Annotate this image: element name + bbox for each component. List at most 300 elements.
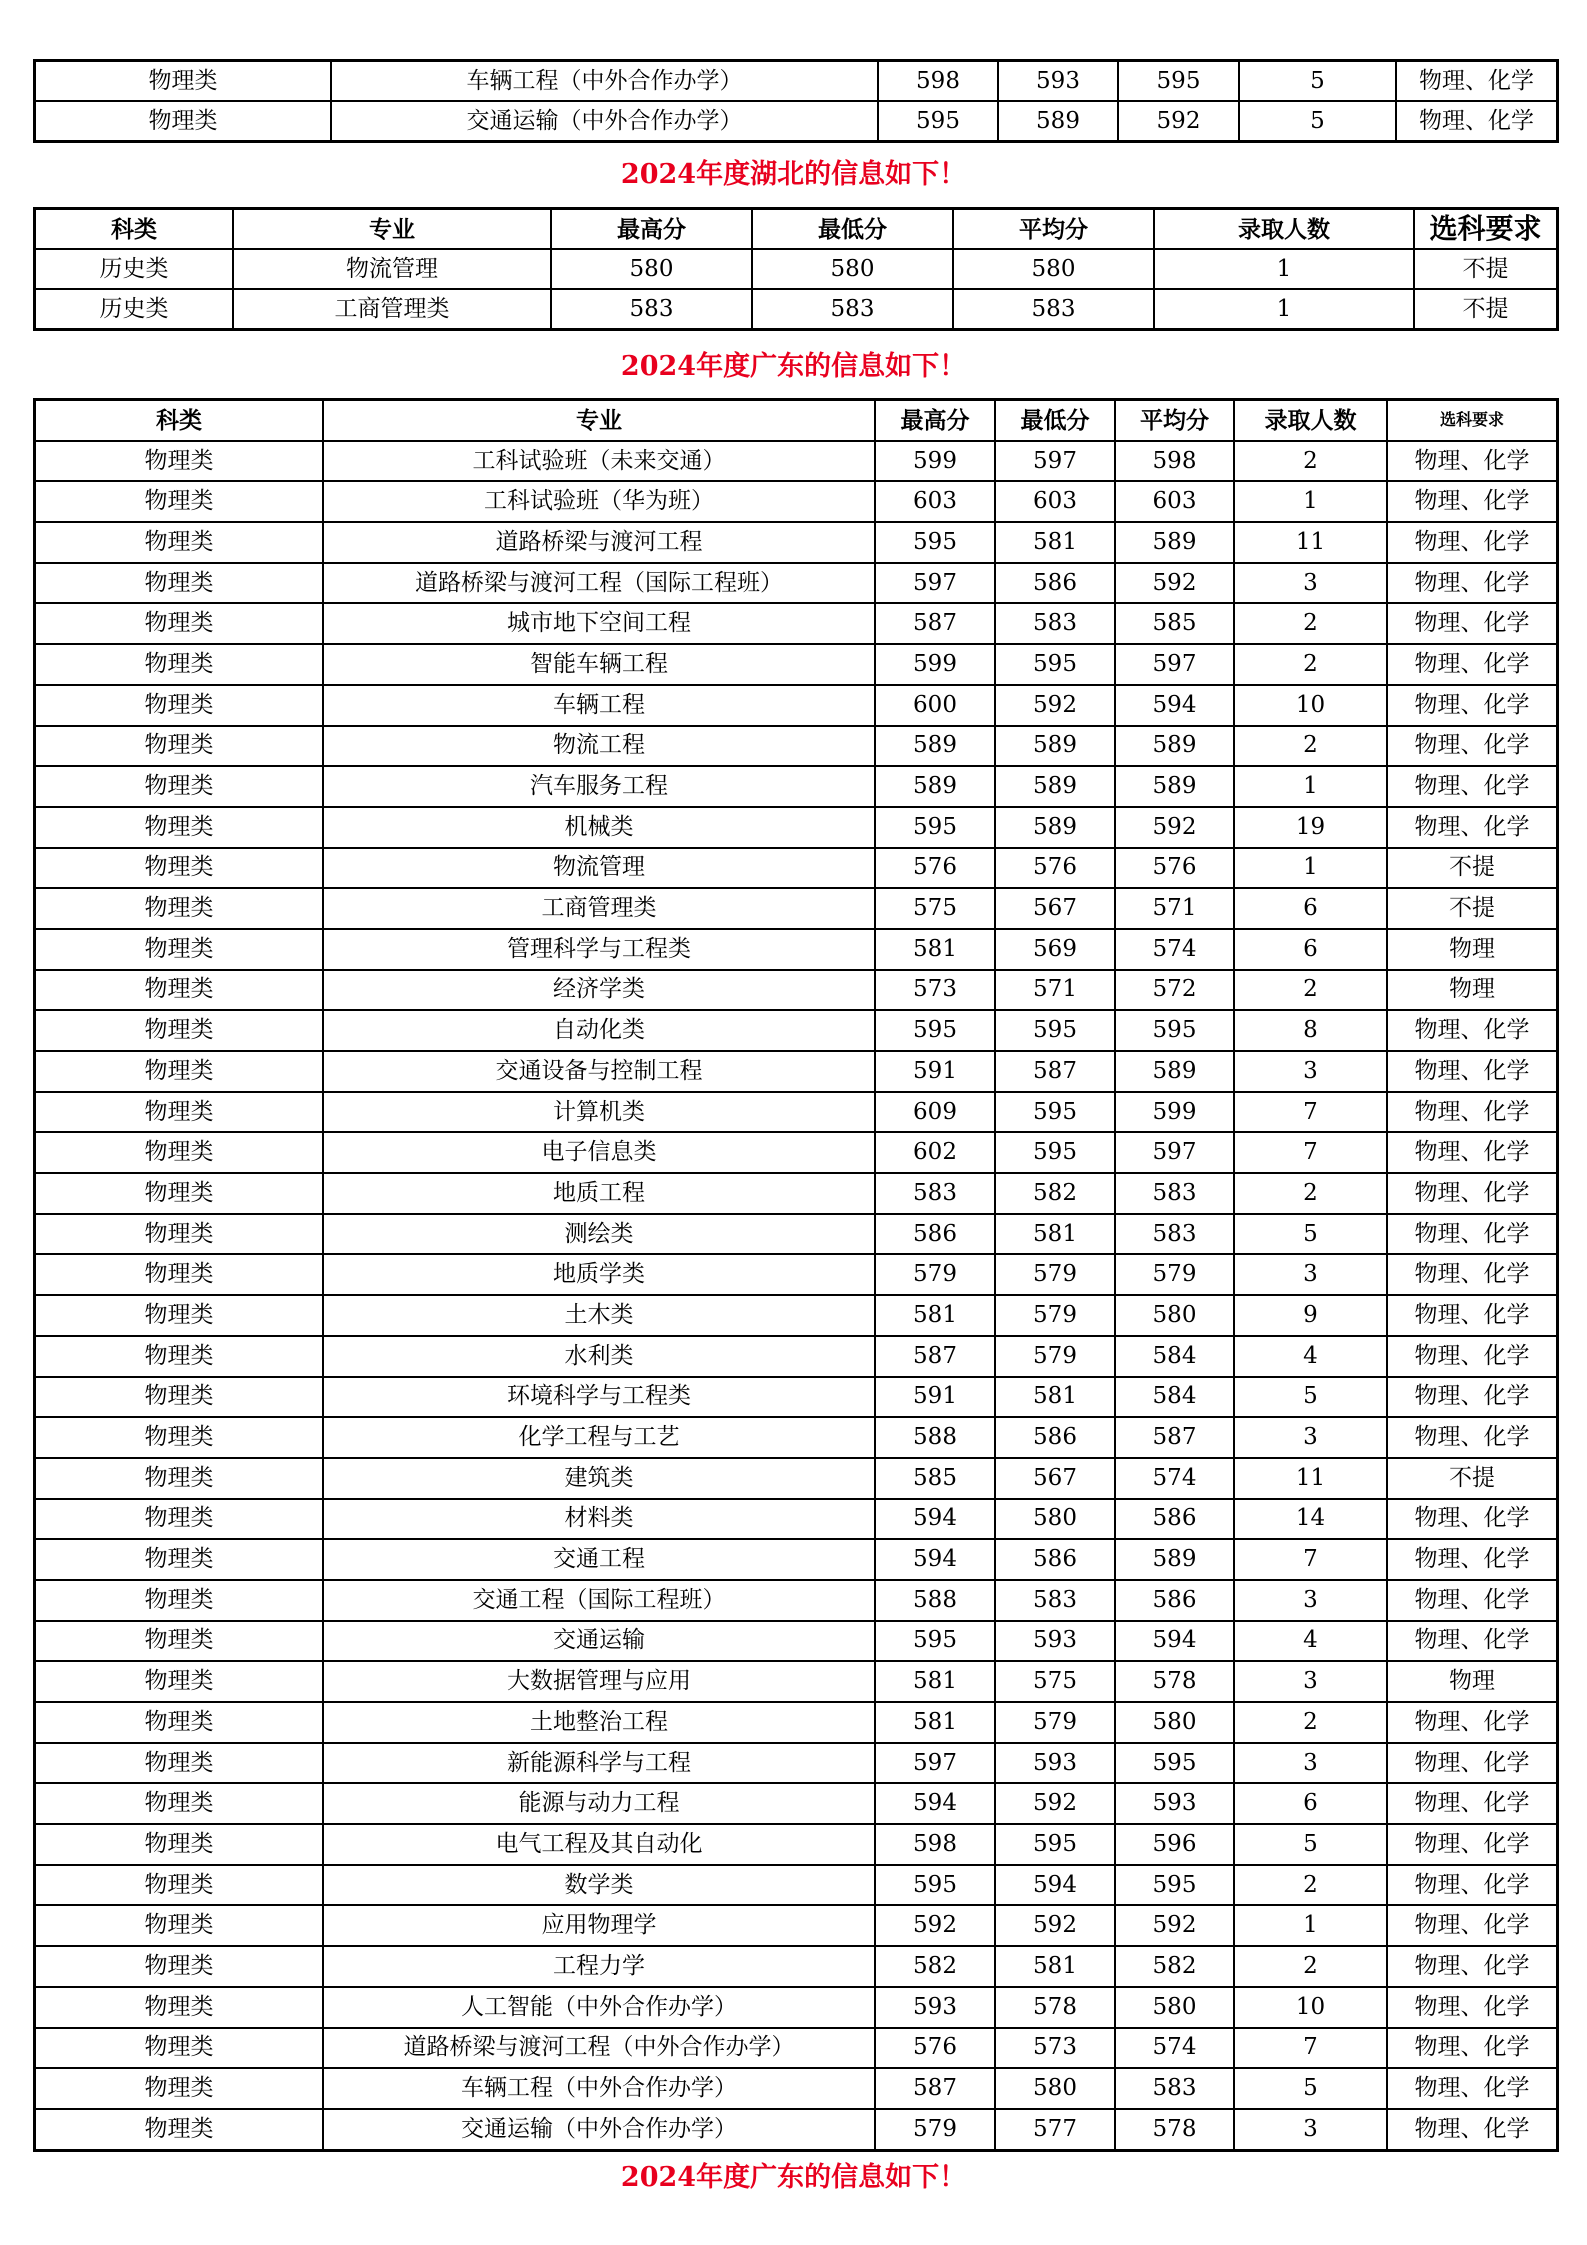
header-avg-score: 平均分	[953, 209, 1154, 249]
cell-max-score: 595	[875, 1010, 995, 1051]
cell-major: 数学类	[323, 1865, 875, 1906]
cell-major: 道路桥梁与渡河工程（国际工程班）	[323, 563, 875, 604]
cell-max-score: 580	[551, 249, 752, 289]
cell-admitted-count: 10	[1234, 1987, 1387, 2028]
cell-major: 水利类	[323, 1336, 875, 1377]
cell-avg-score: 597	[1115, 644, 1234, 685]
cell-admitted-count: 2	[1234, 644, 1387, 685]
table-row	[35, 1336, 1557, 1377]
header-subject-type: 科类	[35, 209, 233, 249]
cell-avg-score: 589	[1115, 1051, 1234, 1092]
header-major: 专业	[233, 209, 551, 249]
cell-min-score: 567	[995, 1458, 1115, 1499]
cell-avg-score: 576	[1115, 848, 1234, 889]
header-admitted-count: 录取人数	[1154, 209, 1414, 249]
cell-major: 经济学类	[323, 970, 875, 1011]
cell-subject-requirement: 不提	[1387, 888, 1557, 929]
cell-min-score: 579	[995, 1254, 1115, 1295]
cell-avg-score: 597	[1115, 1132, 1234, 1173]
cell-admitted-count: 3	[1234, 1254, 1387, 1295]
cell-subject-type: 物理类	[35, 1865, 323, 1906]
cell-max-score: 600	[875, 685, 995, 726]
cell-admitted-count: 5	[1239, 61, 1396, 101]
cell-subject-requirement: 物理、化学	[1387, 1783, 1557, 1824]
footer-section-title: 2024年度广东的信息如下！	[620, 2162, 967, 2193]
table-row	[35, 1661, 1557, 1702]
cell-subject-type: 物理类	[35, 1905, 323, 1946]
cell-subject-requirement: 物理、化学	[1387, 1743, 1557, 1784]
cell-min-score: 581	[995, 522, 1115, 563]
cell-avg-score: 592	[1115, 807, 1234, 848]
cell-subject-requirement: 不提	[1387, 1458, 1557, 1499]
cell-subject-requirement: 物理、化学	[1387, 1377, 1557, 1418]
cell-major: 化学工程与工艺	[323, 1417, 875, 1458]
cell-subject-type: 物理类	[35, 807, 323, 848]
cell-subject-type: 物理类	[35, 1499, 323, 1540]
cell-avg-score: 583	[1115, 1214, 1234, 1255]
cell-avg-score: 583	[1115, 1173, 1234, 1214]
table-row	[35, 1580, 1557, 1621]
cell-major: 交通工程	[323, 1539, 875, 1580]
cell-subject-requirement: 不提	[1387, 848, 1557, 889]
cell-major: 大数据管理与应用	[323, 1661, 875, 1702]
cell-max-score: 588	[875, 1580, 995, 1621]
cell-subject-requirement: 物理、化学	[1387, 1417, 1557, 1458]
cell-max-score: 589	[875, 726, 995, 767]
cell-subject-requirement: 物理、化学	[1387, 2028, 1557, 2069]
cell-admitted-count: 4	[1234, 1621, 1387, 1662]
cell-major: 工科试验班（华为班）	[323, 481, 875, 522]
cell-subject-type: 物理类	[35, 644, 323, 685]
cell-max-score: 595	[878, 101, 998, 141]
table-row	[35, 1173, 1557, 1214]
cell-avg-score: 595	[1118, 61, 1239, 101]
cell-subject-type: 物理类	[35, 848, 323, 889]
cell-min-score: 593	[995, 1621, 1115, 1662]
cell-subject-type: 历史类	[35, 289, 233, 329]
cell-major: 地质工程	[323, 1173, 875, 1214]
cell-major: 汽车服务工程	[323, 766, 875, 807]
cell-subject-requirement: 物理、化学	[1396, 101, 1557, 141]
cell-max-score: 603	[875, 481, 995, 522]
cell-subject-requirement: 物理、化学	[1387, 807, 1557, 848]
cell-min-score: 580	[752, 249, 953, 289]
cell-min-score: 578	[995, 1987, 1115, 2028]
cell-major: 交通运输	[323, 1621, 875, 1662]
cell-min-score: 589	[998, 101, 1118, 141]
cell-admitted-count: 1	[1234, 481, 1387, 522]
cell-subject-requirement: 物理、化学	[1387, 1173, 1557, 1214]
cell-avg-score: 595	[1115, 1010, 1234, 1051]
cell-subject-requirement: 物理、化学	[1387, 1132, 1557, 1173]
cell-max-score: 593	[875, 1987, 995, 2028]
cell-admitted-count: 2	[1234, 970, 1387, 1011]
cell-min-score: 589	[995, 766, 1115, 807]
header-subject-requirement: 选科要求	[1414, 209, 1557, 249]
cell-admitted-count: 7	[1234, 1092, 1387, 1133]
table-row	[35, 1905, 1557, 1946]
cell-max-score: 598	[875, 1824, 995, 1865]
cell-subject-type: 物理类	[35, 61, 331, 101]
table-row	[35, 61, 1557, 101]
cell-major: 物流管理	[233, 249, 551, 289]
cell-min-score: 579	[995, 1702, 1115, 1743]
cell-major: 应用物理学	[323, 1905, 875, 1946]
cell-major: 工程力学	[323, 1946, 875, 1987]
cell-subject-type: 物理类	[35, 1295, 323, 1336]
cell-admitted-count: 6	[1234, 1783, 1387, 1824]
continued-table-body	[35, 61, 1557, 141]
cell-avg-score: 592	[1115, 1905, 1234, 1946]
cell-major: 工科试验班（未来交通）	[323, 441, 875, 482]
cell-major: 车辆工程（中外合作办学）	[323, 2068, 875, 2109]
cell-subject-type: 物理类	[35, 1743, 323, 1784]
cell-admitted-count: 3	[1234, 1580, 1387, 1621]
cell-admitted-count: 2	[1234, 1946, 1387, 1987]
cell-major: 交通工程（国际工程班）	[323, 1580, 875, 1621]
cell-max-score: 592	[875, 1905, 995, 1946]
cell-max-score: 576	[875, 848, 995, 889]
cell-max-score: 573	[875, 970, 995, 1011]
table-row	[35, 1702, 1557, 1743]
cell-admitted-count: 7	[1234, 1132, 1387, 1173]
cell-avg-score: 574	[1115, 1458, 1234, 1499]
cell-avg-score: 582	[1115, 1946, 1234, 1987]
cell-subject-type: 物理类	[35, 2028, 323, 2069]
cell-min-score: 586	[995, 1417, 1115, 1458]
guangdong-header-row	[35, 400, 1557, 441]
cell-subject-type: 物理类	[35, 481, 323, 522]
cell-max-score: 599	[875, 441, 995, 482]
table-row	[35, 481, 1557, 522]
cell-subject-type: 物理类	[35, 726, 323, 767]
cell-avg-score: 592	[1115, 563, 1234, 604]
cell-avg-score: 589	[1115, 766, 1234, 807]
cell-min-score: 583	[995, 603, 1115, 644]
cell-min-score: 569	[995, 929, 1115, 970]
cell-max-score: 576	[875, 2028, 995, 2069]
cell-major: 交通设备与控制工程	[323, 1051, 875, 1092]
cell-min-score: 581	[995, 1214, 1115, 1255]
table-row	[35, 1377, 1557, 1418]
cell-max-score: 591	[875, 1377, 995, 1418]
cell-min-score: 586	[995, 563, 1115, 604]
cell-min-score: 571	[995, 970, 1115, 1011]
cell-major: 工商管理类	[323, 888, 875, 929]
table-row	[35, 2109, 1557, 2150]
cell-subject-type: 物理类	[35, 1254, 323, 1295]
cell-admitted-count: 7	[1234, 2028, 1387, 2069]
cell-min-score: 576	[995, 848, 1115, 889]
header-max-score: 最高分	[551, 209, 752, 249]
cell-admitted-count: 1	[1234, 766, 1387, 807]
cell-avg-score: 599	[1115, 1092, 1234, 1133]
table-row	[35, 563, 1557, 604]
cell-max-score: 575	[875, 888, 995, 929]
header-major: 专业	[323, 400, 875, 441]
cell-avg-score: 584	[1115, 1377, 1234, 1418]
cell-admitted-count: 10	[1234, 685, 1387, 726]
cell-subject-type: 物理类	[35, 603, 323, 644]
cell-min-score: 603	[995, 481, 1115, 522]
cell-admitted-count: 6	[1234, 888, 1387, 929]
cell-min-score: 581	[995, 1946, 1115, 1987]
cell-subject-type: 物理类	[35, 1824, 323, 1865]
cell-major: 电气工程及其自动化	[323, 1824, 875, 1865]
table-row	[35, 1865, 1557, 1906]
cell-admitted-count: 5	[1234, 1214, 1387, 1255]
cell-max-score: 597	[875, 1743, 995, 1784]
cell-min-score: 597	[995, 441, 1115, 482]
cell-subject-requirement: 物理、化学	[1387, 1702, 1557, 1743]
cell-max-score: 581	[875, 1661, 995, 1702]
cell-subject-requirement: 不提	[1414, 249, 1557, 289]
table-row	[35, 1295, 1557, 1336]
cell-major: 人工智能（中外合作办学）	[323, 1987, 875, 2028]
table-row	[35, 603, 1557, 644]
cell-admitted-count: 1	[1154, 289, 1414, 329]
cell-admitted-count: 1	[1154, 249, 1414, 289]
table-row	[35, 766, 1557, 807]
cell-admitted-count: 11	[1234, 1458, 1387, 1499]
cell-subject-type: 物理类	[35, 1458, 323, 1499]
cell-admitted-count: 6	[1234, 929, 1387, 970]
cell-avg-score: 589	[1115, 726, 1234, 767]
cell-admitted-count: 1	[1234, 848, 1387, 889]
table-row	[35, 441, 1557, 482]
cell-major: 电子信息类	[323, 1132, 875, 1173]
cell-subject-requirement: 物理、化学	[1387, 1580, 1557, 1621]
cell-subject-requirement: 物理、化学	[1387, 1824, 1557, 1865]
cell-subject-requirement: 物理、化学	[1387, 1214, 1557, 1255]
cell-admitted-count: 3	[1234, 563, 1387, 604]
guangdong-table	[33, 398, 1559, 2152]
cell-admitted-count: 5	[1234, 1377, 1387, 1418]
cell-avg-score: 592	[1118, 101, 1239, 141]
cell-avg-score: 589	[1115, 1539, 1234, 1580]
cell-admitted-count: 3	[1234, 1417, 1387, 1458]
cell-subject-type: 物理类	[35, 929, 323, 970]
cell-avg-score: 580	[1115, 1987, 1234, 2028]
cell-subject-requirement: 物理、化学	[1387, 1946, 1557, 1987]
cell-major: 土地整治工程	[323, 1702, 875, 1743]
cell-min-score: 587	[995, 1051, 1115, 1092]
cell-min-score: 577	[995, 2109, 1115, 2150]
cell-major: 自动化类	[323, 1010, 875, 1051]
cell-admitted-count: 19	[1234, 807, 1387, 848]
cell-max-score: 597	[875, 563, 995, 604]
table-row	[35, 1214, 1557, 1255]
cell-subject-requirement: 物理、化学	[1387, 522, 1557, 563]
cell-max-score: 585	[875, 1458, 995, 1499]
cell-max-score: 598	[878, 61, 998, 101]
cell-admitted-count: 1	[1234, 1905, 1387, 1946]
table-row	[35, 101, 1557, 141]
table-row	[35, 1539, 1557, 1580]
cell-major: 建筑类	[323, 1458, 875, 1499]
table-row	[35, 2068, 1557, 2109]
table-row	[35, 1824, 1557, 1865]
cell-max-score: 583	[875, 1173, 995, 1214]
cell-max-score: 595	[875, 807, 995, 848]
cell-subject-requirement: 物理、化学	[1387, 726, 1557, 767]
cell-subject-type: 物理类	[35, 1702, 323, 1743]
cell-admitted-count: 5	[1239, 101, 1396, 141]
cell-min-score: 589	[995, 807, 1115, 848]
cell-subject-requirement: 物理、化学	[1387, 1905, 1557, 1946]
cell-admitted-count: 9	[1234, 1295, 1387, 1336]
cell-avg-score: 583	[1115, 2068, 1234, 2109]
cell-subject-type: 物理类	[35, 1336, 323, 1377]
cell-subject-type: 物理类	[35, 441, 323, 482]
cell-major: 物流管理	[323, 848, 875, 889]
cell-major: 智能车辆工程	[323, 644, 875, 685]
cell-major: 道路桥梁与渡河工程	[323, 522, 875, 563]
cell-min-score: 589	[995, 726, 1115, 767]
cell-avg-score: 603	[1115, 481, 1234, 522]
cell-subject-requirement: 物理、化学	[1387, 441, 1557, 482]
table-row	[35, 1092, 1557, 1133]
cell-max-score: 594	[875, 1539, 995, 1580]
cell-max-score: 579	[875, 1254, 995, 1295]
header-subject-requirement: 选科要求	[1387, 400, 1557, 441]
cell-min-score: 579	[995, 1336, 1115, 1377]
cell-max-score: 581	[875, 1702, 995, 1743]
cell-avg-score: 596	[1115, 1824, 1234, 1865]
cell-avg-score: 586	[1115, 1580, 1234, 1621]
cell-max-score: 591	[875, 1051, 995, 1092]
cell-subject-requirement: 物理、化学	[1387, 1865, 1557, 1906]
cell-subject-requirement: 物理、化学	[1387, 2068, 1557, 2109]
table-row	[35, 929, 1557, 970]
cell-avg-score: 598	[1115, 441, 1234, 482]
guangdong-section-title: 2024年度广东的信息如下！	[620, 351, 967, 382]
cell-min-score: 583	[752, 289, 953, 329]
table-row	[35, 1499, 1557, 1540]
continued-table	[33, 59, 1559, 143]
cell-max-score: 599	[875, 644, 995, 685]
table-row	[35, 522, 1557, 563]
cell-major: 测绘类	[323, 1214, 875, 1255]
cell-subject-type: 物理类	[35, 1051, 323, 1092]
cell-avg-score: 580	[953, 249, 1154, 289]
cell-max-score: 595	[875, 1621, 995, 1662]
cell-avg-score: 580	[1115, 1295, 1234, 1336]
cell-min-score: 593	[998, 61, 1118, 101]
table-row	[35, 685, 1557, 726]
cell-subject-requirement: 物理	[1387, 970, 1557, 1011]
cell-min-score: 581	[995, 1377, 1115, 1418]
cell-subject-type: 物理类	[35, 888, 323, 929]
cell-subject-requirement: 物理、化学	[1387, 766, 1557, 807]
cell-subject-type: 历史类	[35, 249, 233, 289]
cell-min-score: 592	[995, 1905, 1115, 1946]
cell-max-score: 579	[875, 2109, 995, 2150]
hubei-table	[33, 207, 1559, 331]
cell-avg-score: 585	[1115, 603, 1234, 644]
cell-avg-score: 578	[1115, 2109, 1234, 2150]
header-subject-type: 科类	[35, 400, 323, 441]
cell-avg-score: 593	[1115, 1783, 1234, 1824]
header-max-score: 最高分	[875, 400, 995, 441]
cell-admitted-count: 5	[1234, 1824, 1387, 1865]
cell-subject-requirement: 物理、化学	[1396, 61, 1557, 101]
cell-major: 交通运输（中外合作办学）	[323, 2109, 875, 2150]
cell-subject-requirement: 物理、化学	[1387, 1539, 1557, 1580]
hubei-header-row	[35, 209, 1557, 249]
cell-major: 能源与动力工程	[323, 1783, 875, 1824]
cell-major: 计算机类	[323, 1092, 875, 1133]
cell-subject-requirement: 物理、化学	[1387, 1092, 1557, 1133]
cell-subject-type: 物理类	[35, 1661, 323, 1702]
cell-min-score: 595	[995, 1010, 1115, 1051]
cell-subject-requirement: 物理、化学	[1387, 2109, 1557, 2150]
cell-subject-type: 物理类	[35, 1621, 323, 1662]
cell-subject-type: 物理类	[35, 2109, 323, 2150]
cell-admitted-count: 3	[1234, 1661, 1387, 1702]
cell-avg-score: 580	[1115, 1702, 1234, 1743]
table-row	[35, 848, 1557, 889]
cell-max-score: 586	[875, 1214, 995, 1255]
cell-avg-score: 587	[1115, 1417, 1234, 1458]
cell-admitted-count: 3	[1234, 1743, 1387, 1784]
cell-subject-requirement: 物理、化学	[1387, 1987, 1557, 2028]
cell-max-score: 581	[875, 1295, 995, 1336]
cell-major: 物流工程	[323, 726, 875, 767]
cell-admitted-count: 8	[1234, 1010, 1387, 1051]
cell-major: 交通运输（中外合作办学）	[331, 101, 878, 141]
header-avg-score: 平均分	[1115, 400, 1234, 441]
cell-avg-score: 583	[953, 289, 1154, 329]
table-row	[35, 289, 1557, 329]
cell-max-score: 594	[875, 1499, 995, 1540]
cell-min-score: 592	[995, 1783, 1115, 1824]
cell-admitted-count: 2	[1234, 726, 1387, 767]
cell-subject-requirement: 物理、化学	[1387, 1010, 1557, 1051]
cell-major: 城市地下空间工程	[323, 603, 875, 644]
cell-avg-score: 586	[1115, 1499, 1234, 1540]
table-row	[35, 1132, 1557, 1173]
cell-admitted-count: 7	[1234, 1539, 1387, 1580]
table-row	[35, 1051, 1557, 1092]
cell-subject-requirement: 物理、化学	[1387, 1336, 1557, 1377]
cell-subject-requirement: 物理、化学	[1387, 1051, 1557, 1092]
cell-max-score: 595	[875, 522, 995, 563]
table-row	[35, 726, 1557, 767]
table-row	[35, 1458, 1557, 1499]
cell-subject-requirement: 物理、化学	[1387, 644, 1557, 685]
cell-min-score: 582	[995, 1173, 1115, 1214]
cell-max-score: 582	[875, 1946, 995, 1987]
cell-subject-type: 物理类	[35, 685, 323, 726]
cell-avg-score: 574	[1115, 2028, 1234, 2069]
cell-admitted-count: 3	[1234, 1051, 1387, 1092]
cell-major: 环境科学与工程类	[323, 1377, 875, 1418]
cell-major: 车辆工程	[323, 685, 875, 726]
cell-min-score: 579	[995, 1295, 1115, 1336]
cell-avg-score: 579	[1115, 1254, 1234, 1295]
cell-major: 机械类	[323, 807, 875, 848]
cell-min-score: 567	[995, 888, 1115, 929]
table-row	[35, 1010, 1557, 1051]
cell-major: 土木类	[323, 1295, 875, 1336]
table-row	[35, 1987, 1557, 2028]
cell-min-score: 595	[995, 1092, 1115, 1133]
cell-avg-score: 595	[1115, 1865, 1234, 1906]
table-row	[35, 1254, 1557, 1295]
cell-max-score: 609	[875, 1092, 995, 1133]
cell-min-score: 580	[995, 2068, 1115, 2109]
